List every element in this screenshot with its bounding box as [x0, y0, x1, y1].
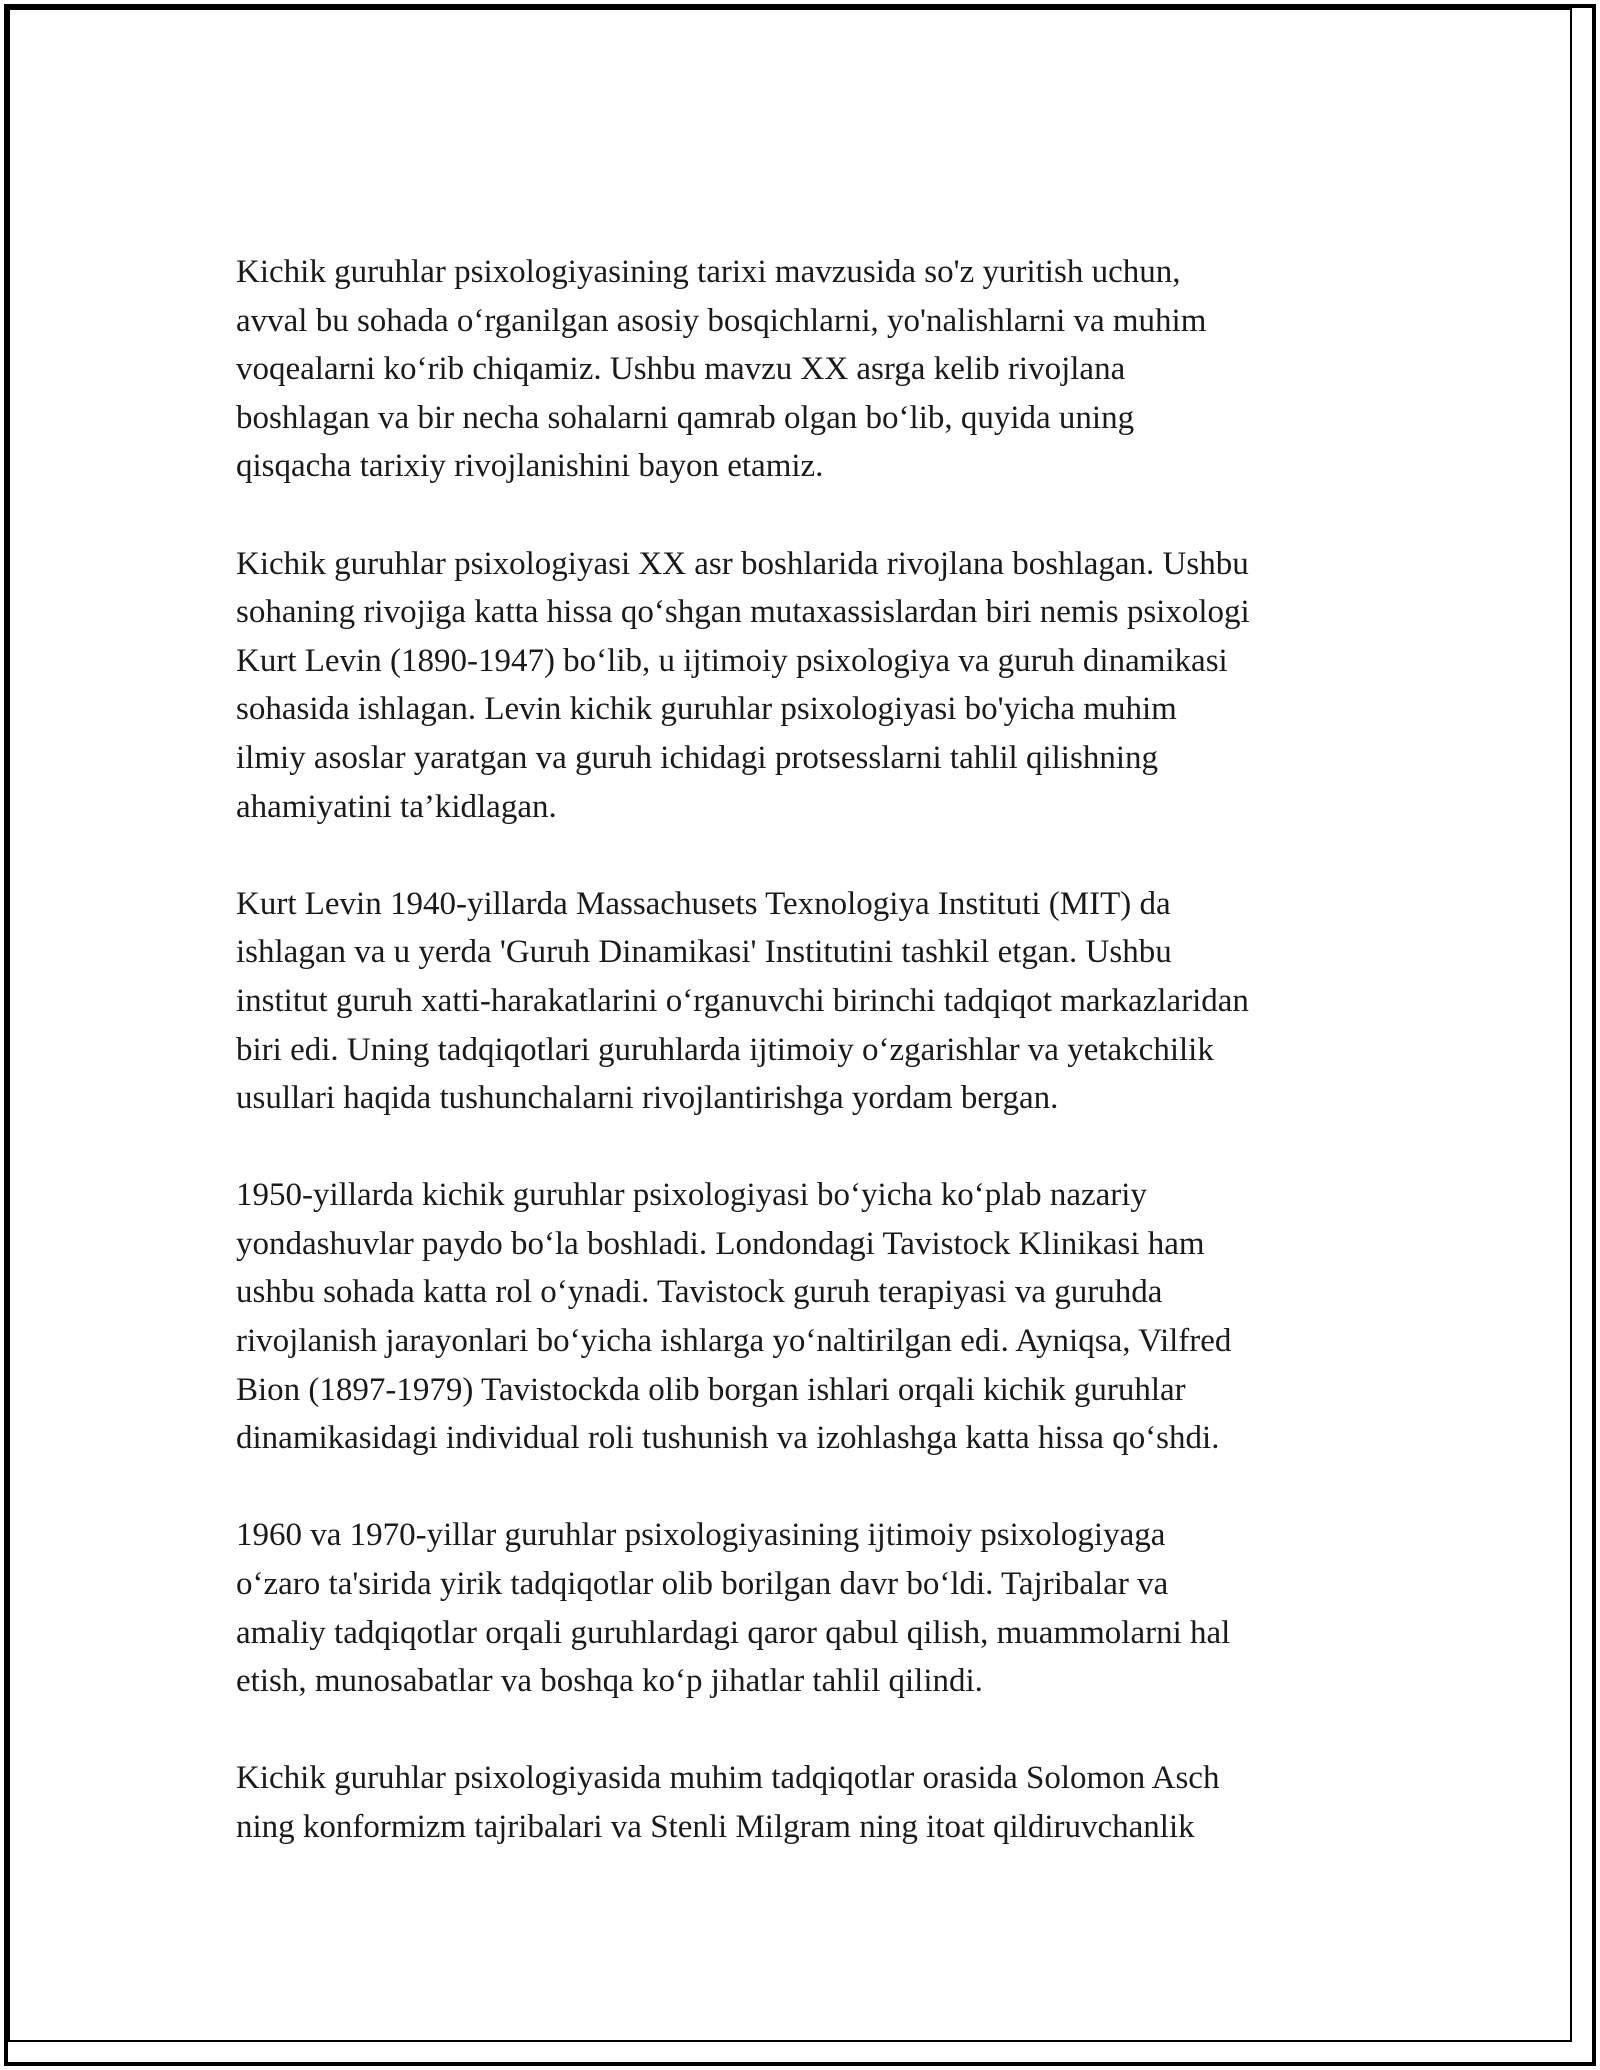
text-line: biri edi. Uning tadqiqotlari guruhlarda ijtimoiy o‘zgarishlar va yetakchilik: [236, 1031, 1214, 1068]
paragraph-3: [236, 880, 1376, 1123]
text-line: voqealarni ko‘rib chiqamiz. Ushbu mavzu XX asrga kelib rivojlana: [236, 351, 1126, 388]
text-line: ishlagan va u yerda 'Guruh Dinamikasi' Institutini tashkil etgan. Ushbu: [236, 934, 1172, 971]
text-line: 1950-yillarda kichik guruhlar psixologiyasi bo‘yicha ko‘plab nazariy: [236, 1177, 1147, 1214]
text-line: Bion (1897-1979) Tavistockda olib borgan ishlari orqali kichik guruhlar: [236, 1371, 1186, 1408]
paragraph-4: [236, 1171, 1376, 1463]
text-line: Kichik guruhlar psixologiyasining tarixi mavzusida so'z yuritish uchun,: [236, 254, 1181, 290]
text-line: rivojlanish jarayonlari bo‘yicha ishlarga yo‘naltirilgan edi. Ayniqsa, Vilfred: [236, 1323, 1232, 1360]
text-line: qisqacha tarixiy rivojlanishini bayon etamiz.: [236, 448, 824, 485]
text-line: dinamikasidagi individual roli tushunish va izohlashga katta hissa qo‘shdi.: [236, 1420, 1220, 1457]
paragraph-5: [236, 1511, 1376, 1705]
text-line: sohaning rivojiga katta hissa qo‘shgan mutaxassislardan biri nemis psixologi: [236, 594, 1250, 631]
text-line: amaliy tadqiqotlar orqali guruhlardagi qaror qabul qilish, muammolarni hal: [236, 1614, 1231, 1651]
text-line: ahamiyatini ta’kidlagan.: [236, 788, 557, 825]
text-line: sohasida ishlagan. Levin kichik guruhlar psixologiyasi bo'yicha muhim: [236, 691, 1177, 728]
paragraph-6: [236, 1754, 1376, 1851]
text-line: ilmiy asoslar yaratgan va guruh ichidagi protsesslarni tahlil qilishning: [236, 739, 1158, 776]
text-line: 1960 va 1970-yillar guruhlar psixologiyasining ijtimoiy psixologiyaga: [236, 1517, 1166, 1554]
text-line: yondashuvlar paydo bo‘la boshladi. Londondagi Tavistock Klinikasi ham: [236, 1225, 1205, 1262]
text-line: etish, munosabatlar va boshqa ko‘p jihatlar tahlil qilindi.: [236, 1663, 983, 1700]
text-line: Kurt Levin 1940-yillarda Massachusets Texnologiya Instituti (MIT) da: [236, 885, 1171, 922]
text-line: Kichik guruhlar psixologiyasida muhim tadqiqotlar orasida Solomon Asch: [236, 1760, 1220, 1797]
text-line: usullari haqida tushunchalarni rivojlantirishga yordam bergan.: [236, 1080, 1059, 1117]
paragraph-1: [236, 248, 1376, 491]
text-line: ushbu sohada katta rol o‘ynadi. Tavistock guruh terapiyasi va guruhda: [236, 1274, 1163, 1311]
paragraph-2: [236, 540, 1376, 832]
text-line: o‘zaro ta'sirida yirik tadqiqotlar olib borilgan davr bo‘ldi. Tajribalar va: [236, 1566, 1169, 1603]
text-line: ning konformizm tajribalari va Stenli Milgram ning itoat qildiruvchanlik: [236, 1809, 1195, 1845]
text-line: Kurt Levin (1890-1947) bo‘lib, u ijtimoiy psixologiya va guruh dinamikasi: [236, 642, 1228, 679]
text-line: Kichik guruhlar psixologiyasi XX asr boshlarida rivojlana boshlagan. Ushbu: [236, 545, 1249, 582]
text-line: institut guruh xatti-harakatlarini o‘rganuvchi birinchi tadqiqot markazlaridan: [236, 982, 1249, 1019]
text-line: avval bu sohada o‘rganilgan asosiy bosqichlarni, yo'nalishlarni va muhim: [236, 302, 1207, 339]
document-body: [236, 248, 1376, 1900]
text-line: boshlagan va bir necha sohalarni qamrab olgan bo‘lib, quyida uning: [236, 399, 1135, 436]
